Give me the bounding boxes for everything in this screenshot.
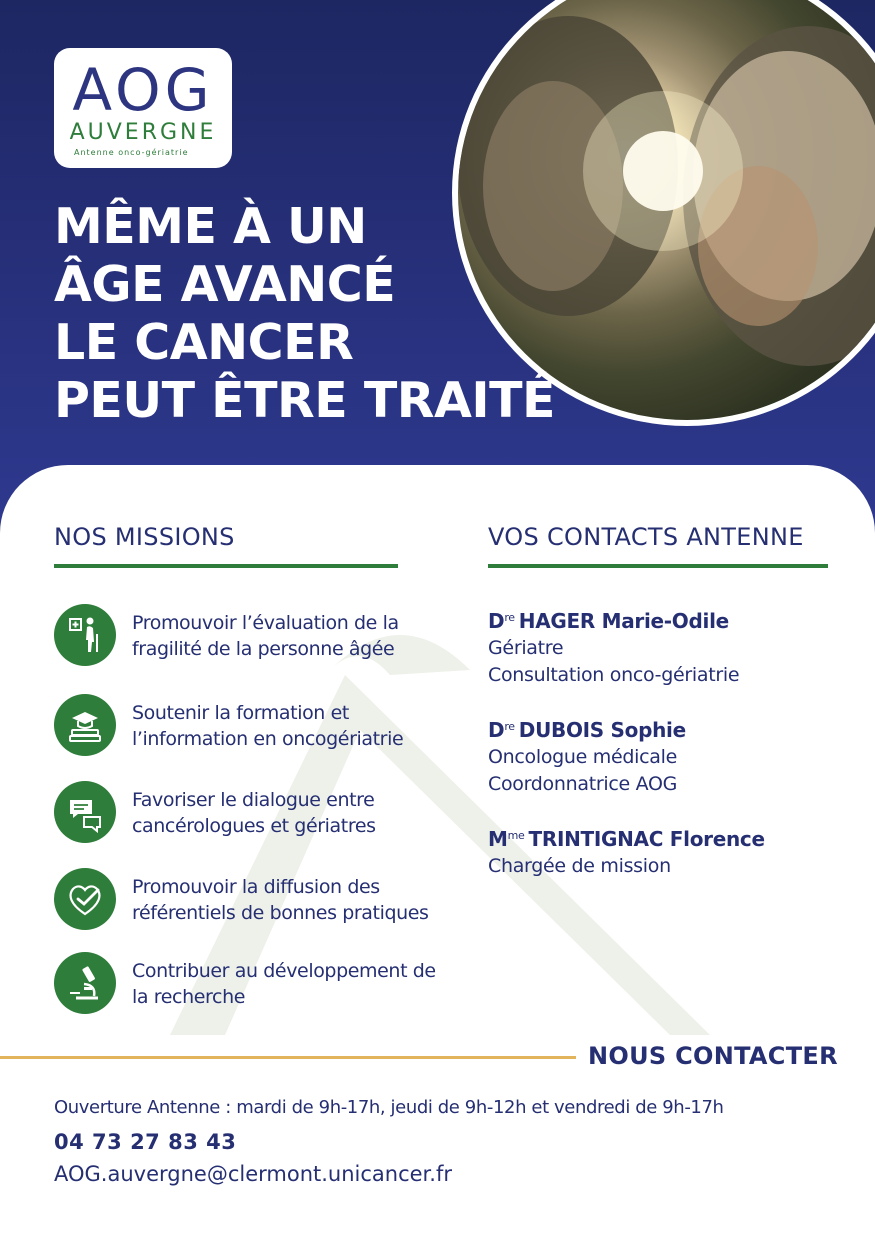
contact-role: Chargée de mission	[488, 855, 671, 877]
mission-text-2: Soutenir la formation et l’information en oncogériatrie	[132, 702, 404, 750]
mission-text-4: Promouvoir la diffusion des référentiels de bonnes pratiques	[132, 876, 429, 924]
logo-aog-text: AOG	[72, 56, 214, 124]
contact-role: Gériatre	[488, 637, 564, 659]
mission-item-5	[54, 952, 454, 1014]
chat-bubbles-icon	[54, 781, 116, 843]
contact-role: Consultation onco-gériatrie	[488, 664, 740, 686]
mission-text-1: Promouvoir l’évaluation de la fragilité de la personne âgée	[132, 612, 399, 660]
logo-region-text: AUVERGNE	[69, 120, 217, 145]
missions-underline	[54, 564, 398, 568]
aog-logo	[54, 48, 232, 168]
headline-line-4: PEUT ÊTRE TRAITÉ	[54, 372, 556, 429]
opening-hours: Ouverture Antenne : mardi de 9h-17h, jeudi de 9h-12h et vendredi de 9h-17h	[54, 1097, 724, 1118]
mission-text-3: Favoriser le dialogue entre cancérologues et gériatres	[132, 789, 376, 837]
mission-text-5: Contribuer au développement de la recherche	[132, 960, 436, 1008]
graduation-books-icon	[54, 694, 116, 756]
mission-item-1	[54, 604, 454, 666]
contacts-underline	[488, 564, 828, 568]
headline-line-1: MÊME À UN	[54, 198, 367, 255]
missions-title: NOS MISSIONS	[54, 523, 235, 551]
contact-role: Coordonnatrice AOG	[488, 773, 678, 795]
mission-item-4	[54, 868, 454, 930]
heart-check-icon	[54, 868, 116, 930]
headline-line-2: ÂGE AVANCÉ	[54, 256, 396, 313]
headline-line-3: LE CANCER	[54, 314, 354, 371]
microscope-icon	[54, 952, 116, 1014]
mission-item-3	[54, 781, 454, 843]
contact-trintignac	[488, 822, 868, 880]
contact-name: Dre HAGER Marie-Odile	[488, 609, 729, 633]
contact-name: Dre DUBOIS Sophie	[488, 718, 686, 742]
contact-name: $M^{me}$ TRINTIGNAC Florence	[488, 827, 765, 851]
logo-subtitle-text: Antenne onco-gériatrie	[74, 148, 189, 157]
contact-dubois	[488, 713, 868, 798]
elderly-person-icon	[54, 604, 116, 666]
headline	[54, 198, 555, 430]
footer-title: NOUS CONTACTER	[588, 1042, 838, 1070]
footer-divider	[0, 1056, 576, 1059]
mission-item-2	[54, 694, 454, 756]
contact-hager	[488, 604, 868, 689]
contacts-title: VOS CONTACTS ANTENNE	[488, 523, 804, 551]
contact-role: Oncologue médicale	[488, 746, 677, 768]
email-address[interactable]: AOG.auvergne@clermont.unicancer.fr	[54, 1162, 452, 1186]
phone-number[interactable]: 04 73 27 83 43	[54, 1130, 237, 1154]
